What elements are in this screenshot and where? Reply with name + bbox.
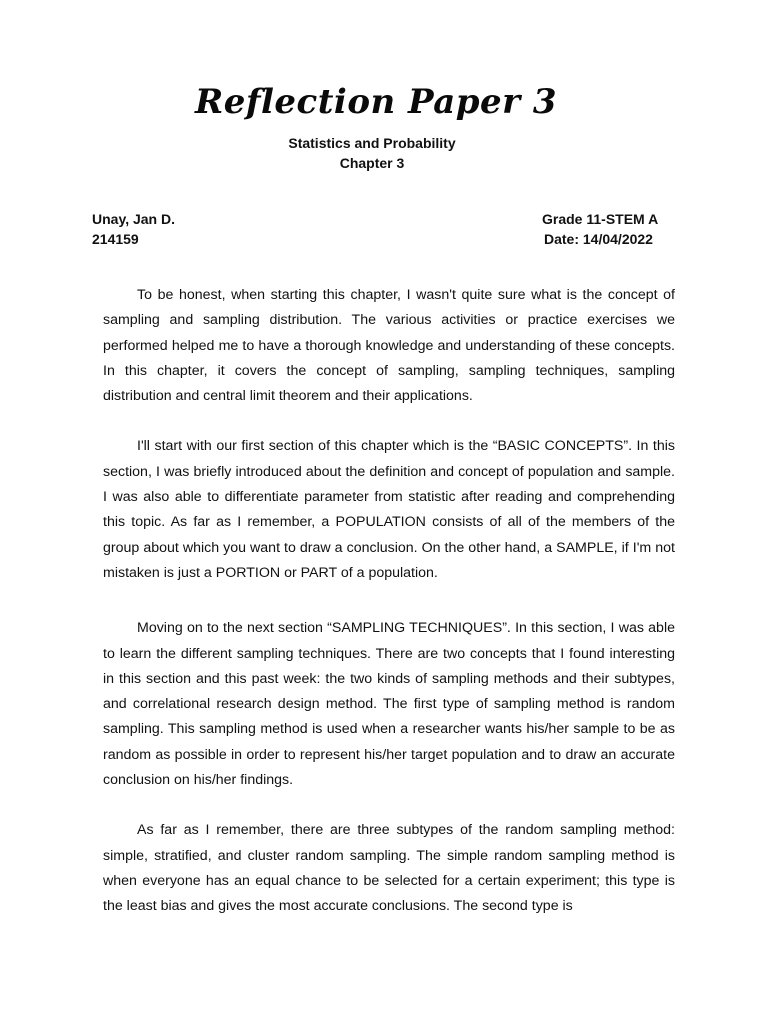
student-id: 214159 <box>92 231 139 247</box>
paragraph-3: Moving on to the next section “SAMPLING TECHNIQUES”. In this section, I was able to learn the different sampling techniques. There are two concepts that I found interesting in this section and this past week: the two kinds of sampling methods and their subtypes, and correlational research design method. The first type of sampling method is random sampling. This sampling method is used when a researcher wants his/her sample to be as random as possible in order to represent his/her target population and to draw an accurate conclusion on his/her findings. <box>103 620 675 789</box>
grade-section: Grade 11-STEM A <box>542 211 659 227</box>
paragraph-2: I'll start with our first section of this chapter which is the “BASIC CONCEPTS”. In this section, I was briefly introduced about the definition and concept of population and sample. I was also able to differentiate parameter from statistic after reading and comprehending this topic. As far as I remember, a POPULATION consists of all of the members of the group about which you want to draw a conclusion. On the other hand, a SAMPLE, if I'm not mistaken is just a PORTION or PART of a population. <box>103 438 675 581</box>
document-body <box>103 283 675 920</box>
document-title: Reflection Paper 3 <box>194 82 558 122</box>
chapter-line: Chapter 3 <box>339 155 405 171</box>
paragraph-1: To be honest, when starting this chapter, I wasn't quite sure what is the concept of sampling and sampling distribution. The various activities or practice exercises we performed helped me to have a thorough knowledge and understanding of these concepts. In this chapter, it covers the concept of sampling, sampling techniques, sampling distribution and central limit theorem and their applications. <box>103 287 675 405</box>
document-date: Date: 14/04/2022 <box>544 231 653 247</box>
student-name: Unay, Jan D. <box>92 211 175 227</box>
paragraph-4: As far as I remember, there are three subtypes of the random sampling method: simple, stratified, and cluster random sampling. The simple random sampling method is when everyone has an equal chance to be selected for a certain experiment; this type is the least bias and gives the most accurate conclusions. The second type is <box>103 822 675 915</box>
subject-line: Statistics and Probability <box>288 135 456 151</box>
